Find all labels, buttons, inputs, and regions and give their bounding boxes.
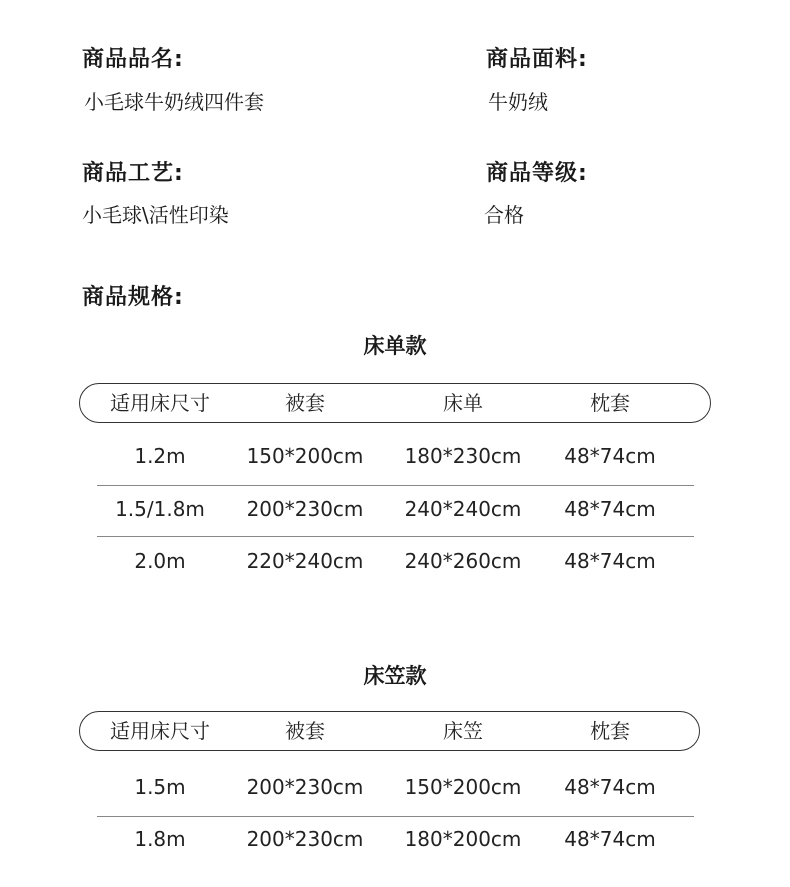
table-cell: 48*74cm: [564, 549, 656, 573]
table-cell: 48*74cm: [564, 775, 656, 799]
table-row: [80, 436, 700, 476]
table-cell: 48*74cm: [564, 444, 656, 468]
fitted-table-title: 床笠款: [363, 664, 427, 688]
table-cell: 2.0m: [134, 549, 186, 573]
table-cell: 180*200cm: [404, 827, 522, 851]
product-name-label: 商品品名:: [82, 47, 184, 72]
grade-value: 合格: [484, 203, 524, 227]
grade-label: 商品等级:: [486, 161, 588, 186]
table-cell: 48*74cm: [564, 497, 656, 521]
craft-value: 小毛球\活性印染: [82, 203, 229, 227]
sheet-header-row: [80, 383, 700, 423]
table-cell: 1.5/1.8m: [115, 497, 205, 521]
fabric-label: 商品面料:: [486, 47, 588, 72]
header-cell: 枕套: [590, 391, 630, 415]
header-cell: 被套: [285, 391, 325, 415]
table-row: [80, 819, 700, 859]
fabric-value: 牛奶绒: [488, 90, 548, 114]
sheet-table-title: 床单款: [363, 334, 427, 358]
table-cell: 150*200cm: [404, 775, 522, 799]
row-divider: [97, 485, 694, 486]
spec-label: 商品规格:: [82, 285, 184, 310]
header-cell: 适用床尺寸: [110, 719, 210, 743]
header-cell: 适用床尺寸: [110, 391, 210, 415]
table-cell: 240*260cm: [404, 549, 522, 573]
table-cell: 1.5m: [134, 775, 186, 799]
table-cell: 200*230cm: [246, 827, 364, 851]
craft-label: 商品工艺:: [82, 161, 184, 186]
row-divider: [97, 536, 694, 537]
header-cell: 床笠: [443, 719, 483, 743]
table-row: [80, 541, 700, 581]
fitted-header-row: [80, 711, 700, 751]
table-cell: 1.8m: [134, 827, 186, 851]
row-divider: [97, 816, 694, 817]
table-cell: 200*230cm: [246, 775, 364, 799]
header-cell: 枕套: [590, 719, 630, 743]
table-cell: 180*230cm: [404, 444, 522, 468]
table-cell: 1.2m: [134, 444, 186, 468]
table-cell: 220*240cm: [246, 549, 364, 573]
table-row: [80, 767, 700, 807]
product-name-value: 小毛球牛奶绒四件套: [84, 90, 264, 114]
header-cell: 床单: [443, 391, 483, 415]
table-row: [80, 489, 700, 529]
table-cell: 48*74cm: [564, 827, 656, 851]
table-cell: 240*240cm: [404, 497, 522, 521]
table-cell: 200*230cm: [246, 497, 364, 521]
header-cell: 被套: [285, 719, 325, 743]
table-cell: 150*200cm: [246, 444, 364, 468]
